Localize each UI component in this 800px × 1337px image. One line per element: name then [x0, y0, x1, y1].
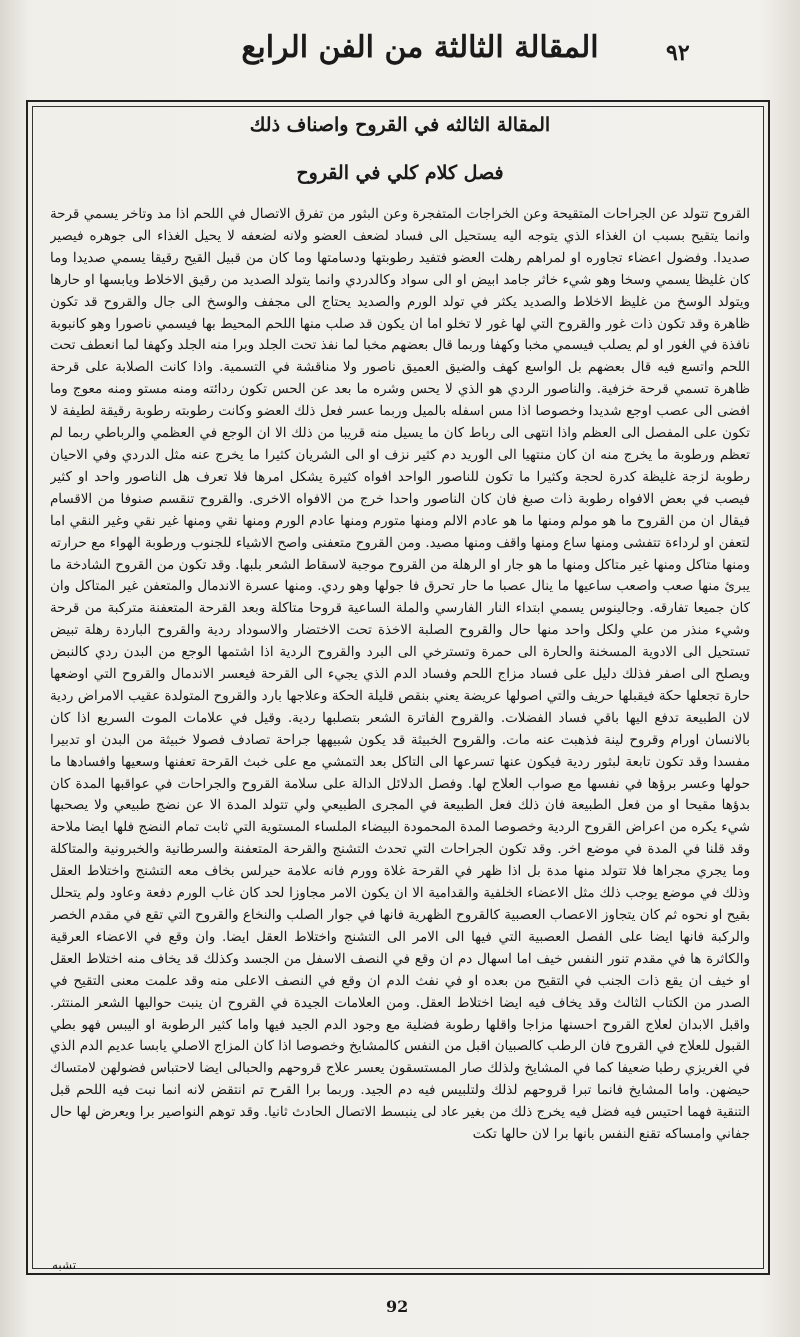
- page-number-top: ٩٢: [666, 40, 690, 66]
- page-number-bottom: 92: [386, 1297, 409, 1316]
- catchword: تشبه: [52, 1258, 77, 1272]
- section-title: فصل كلام كلي في القروح: [296, 162, 504, 184]
- chapter-title: المقالة الثالثه في القروح واصناف ذلك: [249, 114, 551, 136]
- running-head: المقالة الثالثة من الفن الرابع: [241, 30, 599, 65]
- body-paragraph: القروح تتولد عن الجراحات المتقيحة وعن الخراجات المتفجرة وعن البثور من تفرق الاتصال في اللحم اذا مد وتاخر يسمي قرحة وانما يتقيح بسبب ان الغذاء الذي يتوجه اليه يستحيل الى فساد لضعف العضو ولانه لضعفه لا يحيل الغذاء الى جوهره فيصير صديدا. وفضول اعضاء تجاوره او لمراهم رهلت العضو فتفيد رطوبتها ودسامتها وما كان من قبيل القيح رقيقا يسمي صديدا وما كان غليظا يسمي وسخا وهو شيء خاثر جامد ابيض او الى سواد وكالدردي وانما يتولد الصديد من رقيق الاخلاط ويابسها او حارها ويتولد الوسخ من غليظ الاخلاط والصديد يكثر في تولد الورم والصديد يحتاج الى مجفف والوسخ الى جال والقروح قد تكون ظاهرة وقد تكون ذات غور والقروح التي لها غور لا تخلو اما ان يكون قد صلب منها اللحم المحيط بها فيسمي ناصورا وهو كانبوبة نافذة في الغور او لم يصلب فيسمي مخبا وكهفا وربما قال بعضهم مخبا لما نفذ تحت الجلد وبرا منه الجلد وكهفا لما انعطف تحت اللحم واتسع فيه قال بعضهم بل الواسع كهف والضيق العميق ناصور ولا مناقشة في التسمية. واذا كانت الصلابة على قرحة ظاهرة تسمي قرحة خزفية. والناصور الردي هو الذي لا يحس وشره ما بعد عن الحس تكون ردائته ومنه مستو ومنه معوج وما افضى الى عصب اوجع شديدا وخصوصا اذا مس اسفله بالميل وربما عسر فعل ذلك العضو وكانت رطوبته رطوبة رقيقة لطيفة لا تكون على المفصل الى العظم واذا انتهى الى رباط كان ما يسيل منه قريبا من ذلك الا ان الوجع في العظمي والرباطي ربما لم تعظم ورطوبة ما يخرج منه ان كان منتهيا الى الوريد دم كثير نزف او الى الشريان كثيرا ما يخرج عنه مثل الدردي وفي الاحيان رطوبة لزجة غليظة كدرة لحجة وكثيرا ما تكون للناصور الواحد افواه كثيرة يشكل امرها فلا تعرف هل الناصور واحد او كثير فيصب في بعض الافواه رطوبة ذات صبغ فان كان الناصور واحدا خرج من الافواه الاخرى. والقروح تنقسم صنوفا من الاقسام فيقال ان من القروح ما هو مولم ومنها ما هو عادم الالم ومنها متورم ومنها عادم الورم ومنها نقي ومنها غير نقي وغير النقي اما لتعفن او لرداءة تتفشى ومنها ساع ومنها واقف ومنها مصيد. ومن القروح متعفنى واصح الاشياء للجنوب ورطوبة الهواء مع حرارته ومنها متاكل ومنها غير متاكل ومنها ما هو جار او الرهلة من القروح موجبة لاسقاط الشعر بلبها. وقد تكون من القروح الشادخة ما يبرئ منها صعب واصعب ساعيها ما ينال عصبا ما حار تحرق فا جولها وهو ردي. ومنها عسرة الاندمال والمتعفن غير المتاكل وان كان جميعا تفارقه. وجالينوس يسمي ابتداء النار الفارسي والملة الساعية قروحا متاكلة وبعد القرحة المتعفنة متركبة من قرحة وشيء منذر من علي ولكل واحد منها حال والقروح الصلبة الاخذة تحت الاختضار والاسوداد ردية والقروح الباردة رهلة تبيض تستحيل الى الادوية المسخنة والحارة الى حمرة وتسترخي الى البرد والقروح الردية اذا اشتمها الوجع من البدن ردي كالنبض ويصلح الى اصفر فذلك دليل على فساد مزاج اللحم وفساد الدم الذي يجيء الى القرحة فيعسر الاندمال والقروح التي اوضعها حارة تجعلها حكة فيقبلها حريف والتي اصولها عريضة يعني بنقص قليلة الحكة وعلاجها بارد والقروح المتولدة عقيب الامراض ردية لان الطبيعة تدفع اليها باقي فساد الفضلات. والقروح الفاترة الشعر بتصلبها ردية. وقيل في علامات الموت السريع اذا كان بالانسان اورام وقروح لينة فذهبت عنه مات. والقروح الخبيثة قد يكون شبيهها جراحة تصادف فصولا خبيثة من البدن او تدبيرا مفسدا وقد تكون تابعة لبثور ردية فيكون عنها تسرعها الى التاكل بعد التمشي مع على خبث القرحة تعفنها وسعيها وافسادها ما حولها وعسر برؤها في نفسها مع صواب العلاج لها. وفصل الدلائل الدالة على سلامة القروح والجراحات في عواقبها المدة كان بدؤها مقيحا او من فعل الطبيعة فان ذلك فعل الطبيعة في المجرى الطبيعي ولي تتولد المدة الا عن نضج طبيعي ولا يصحبها شيء يكره من اعراض القروح الردية وخصوصا المدة المحمودة البيضاء الملساء المستوية التي ثابت تمام النضج فلها ايضا ملاحة وقد قلنا في المدة في موضع اخر. وقد تكون الجراحات التي تحدث التشنج والقرحة المتعفنة والسرطانية والخبرونية والمتاكلة وما يجري مجراها فلا تتولد منها مدة بل اذا ظهر في القرحة غلاة وورم فانه علامة حيرلس بخاف معه التشنج واختلاط العقل وذلك في موضع يوجب ذلك مثل الاعضاء الخلفية والقدامية الا ان يكون الامر مجاوزا لحد كان غاب الورم دفعة وعاود ولم يتحلل بقيح او نحوه ثم كان يتجاوز الاعصاب العصبية كالقروح الظهرية فانها في جوار الصلب والنخاع والقروح التي تقع في مقدم الخصر والركبة فانها ايضا على الفصل العصبية التي فيها الى الامر الى التشنج واختلاط العقل ايضا. وان وقع في الاعضاء العرقية والكاثرة ها في مقدم تنور النفس خيف اما اسهال دم ان وقع في النصف الاسفل من الجسد وكذلك قد يخاف منه اختلاط العقل او خيف ان يقع ذات الجنب في التقيح من بعده او في نفث الدم ان وقع في النصف الاعلى منه وقد علمت معنى التقيح في الصدر من الكتاب الثالث وقد يخاف فيه ايضا اختلاط العقل. ومن العلامات الجيدة في القروح ان ينبت حواليها الشعر المنتثر. واقبل الابدان لعلاج القروح احسنها مزاجا واقلها رطوبة فضلية مع وجود الدم الجيد فيها واما كثير الرطوبة او اليبس فهو بطي القبول للعلاج في القروح فان الرطب كالصبيان اقبل من النفس كالمشايخ وخصوصا اذا كان المزاج الاصلي يابسا عديم الدم الذي في الغريزي رطبا ضعيفا كما في المشايخ ولذلك صار المستسقون يعسر علاج قروحهم والحبالى ايضا لاحتباس فضولهن لامتساك حيضهن. واما المشايخ فانما تبرا قروحهم لذلك ولتلبيس فيه دم الجيد. وربما برا القرح تم انتقض لانه انما نبت فيه اللحم قبل التنقية فهما احتيس فيه فضل فيه يخرج ذلك من بغير عاد لى ينبسط الاتصال الحادث ثانيا. وقد توهم النواصير برا ويعرض لها حال جفاني وامساكه تقنع النفس بانها برا لان حالها تكت: [50, 207, 750, 1143]
- body-text: [50, 204, 750, 1259]
